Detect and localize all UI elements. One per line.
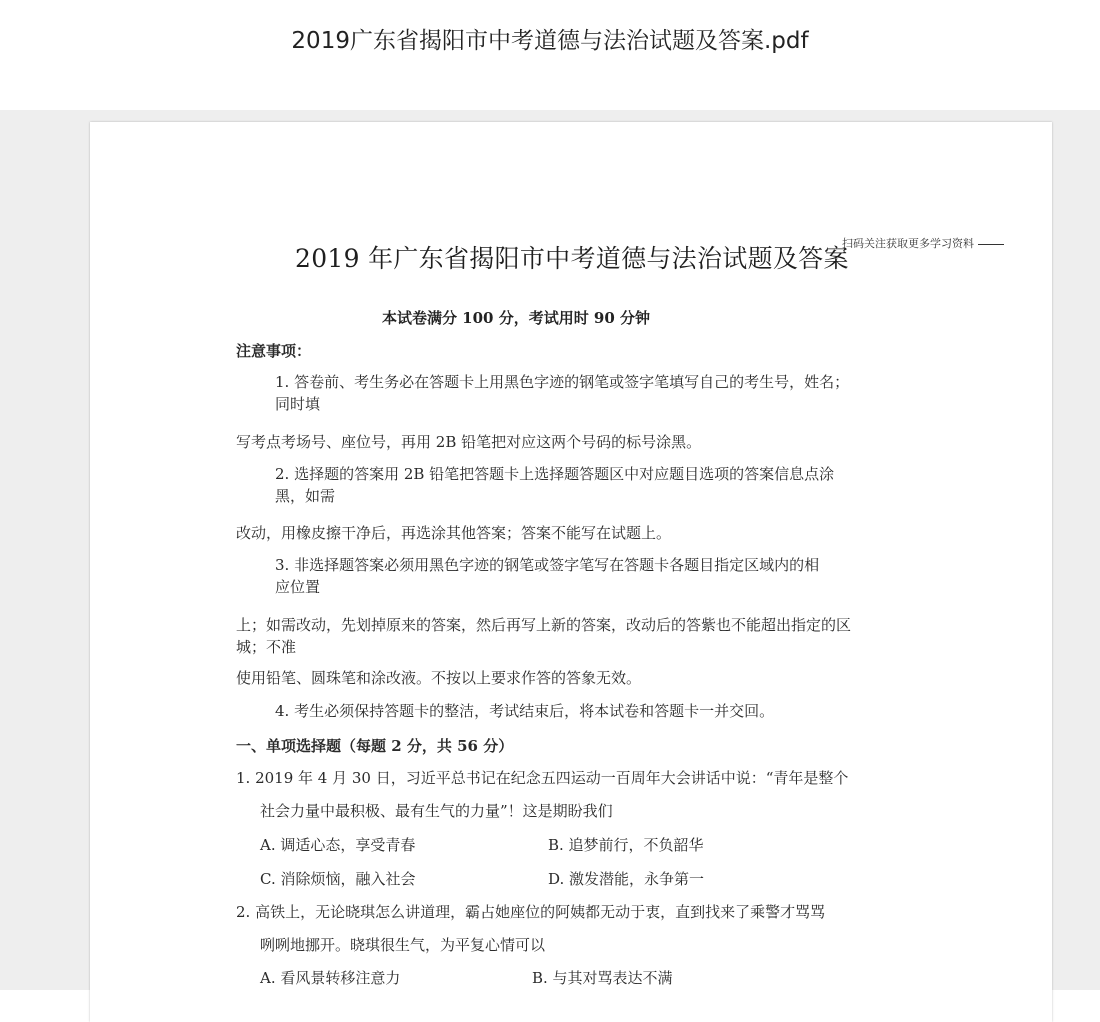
notice-2-line-2: 黑，如需: [275, 487, 336, 505]
file-title: 2019广东省揭阳市中考道德与法治试题及答案.pdf: [291, 28, 809, 54]
question-2-option-b: B. 与其对骂表达不满: [532, 969, 673, 987]
notice-3-line-3: 上；如需改动，先划掉原来的答案，然后再写上新的答案，改动后的答紫也不能超出指定的区: [236, 616, 852, 634]
ad-note: [842, 235, 1004, 251]
notice-2-line-3: 改动，用橡皮擦干净后，再选涂其他答案；答案不能写在试题上。: [236, 524, 672, 542]
notice-2-line-1: 2. 选择题的答案用 2B 铅笔把答题卡上选择题答题区中对应题目选项的答案信息点涂: [275, 465, 835, 483]
notice-3-line-4: 城；不准: [236, 638, 297, 656]
question-2-line-1: 2. 高铁上，无论晓琪怎么讲道理，霸占她座位的阿姨都无动于衷，直到找来了乘警才骂骂: [236, 903, 826, 921]
pdf-page: [90, 122, 1052, 1022]
notice-1-line-2: 同时填: [275, 395, 321, 413]
ad-note-rule: [978, 244, 1004, 245]
notice-4: 4. 考生必须保持答题卡的整洁，考试结束后，将本试卷和答题卡一并交回。: [275, 702, 775, 720]
question-1-option-d: D. 激发潜能，永争第一: [548, 870, 705, 888]
notice-3-line-5: 使用铅笔、圆珠笔和涂改液。不按以上要求作答的答象无效。: [236, 669, 642, 687]
notice-3-line-2: 应位置: [275, 578, 321, 596]
pdf-viewer-area[interactable]: [0, 110, 1100, 990]
notice-1-line-3: 写考点考场号、座位号，再用 2B 铅笔把对应这两个号码的标号涂黑。: [236, 433, 702, 451]
question-1-option-b: B. 追梦前行，不负韶华: [548, 836, 704, 854]
question-2-line-2: 咧咧地挪开。晓琪很生气，为平复心情可以: [260, 936, 546, 954]
document-title: 2019 年广东省揭阳市中考道德与法治试题及答案: [295, 244, 849, 273]
viewer-header: [0, 0, 1100, 110]
question-1-line-2: 社会力量中最积极、最有生气的力量”！这是期盼我们: [260, 802, 613, 820]
notice-1-line-1: 1. 答卷前、考生务必在答题卡上用黑色字迹的钢笔或签字笔填写自己的考生号，姓名；: [275, 373, 850, 391]
question-1-line-1: 1. 2019 年 4 月 30 日，习近平总书记在纪念五四运动一百周年大会讲话中说：“青年是整个: [236, 769, 849, 787]
question-1-option-a: A. 调适心态，享受青春: [260, 836, 416, 854]
ad-note-text: 扫码关注获取更多学习资料: [842, 237, 974, 250]
notice-3-line-1: 3. 非选择题答案必须用黑色字迹的钢笔或签字笔写在答题卡各题目指定区域内的相: [275, 556, 820, 574]
section-1-heading: 一、单项选择题（每题 2 分，共 56 分）: [236, 737, 514, 755]
question-2-option-a: A. 看风景转移注意力: [260, 969, 401, 987]
question-1-option-c: C. 消除烦恼，融入社会: [260, 870, 416, 888]
document-subtitle: 本试卷满分 100 分，考试用时 90 分钟: [381, 309, 651, 327]
notice-heading: 注意事项：: [236, 342, 312, 360]
